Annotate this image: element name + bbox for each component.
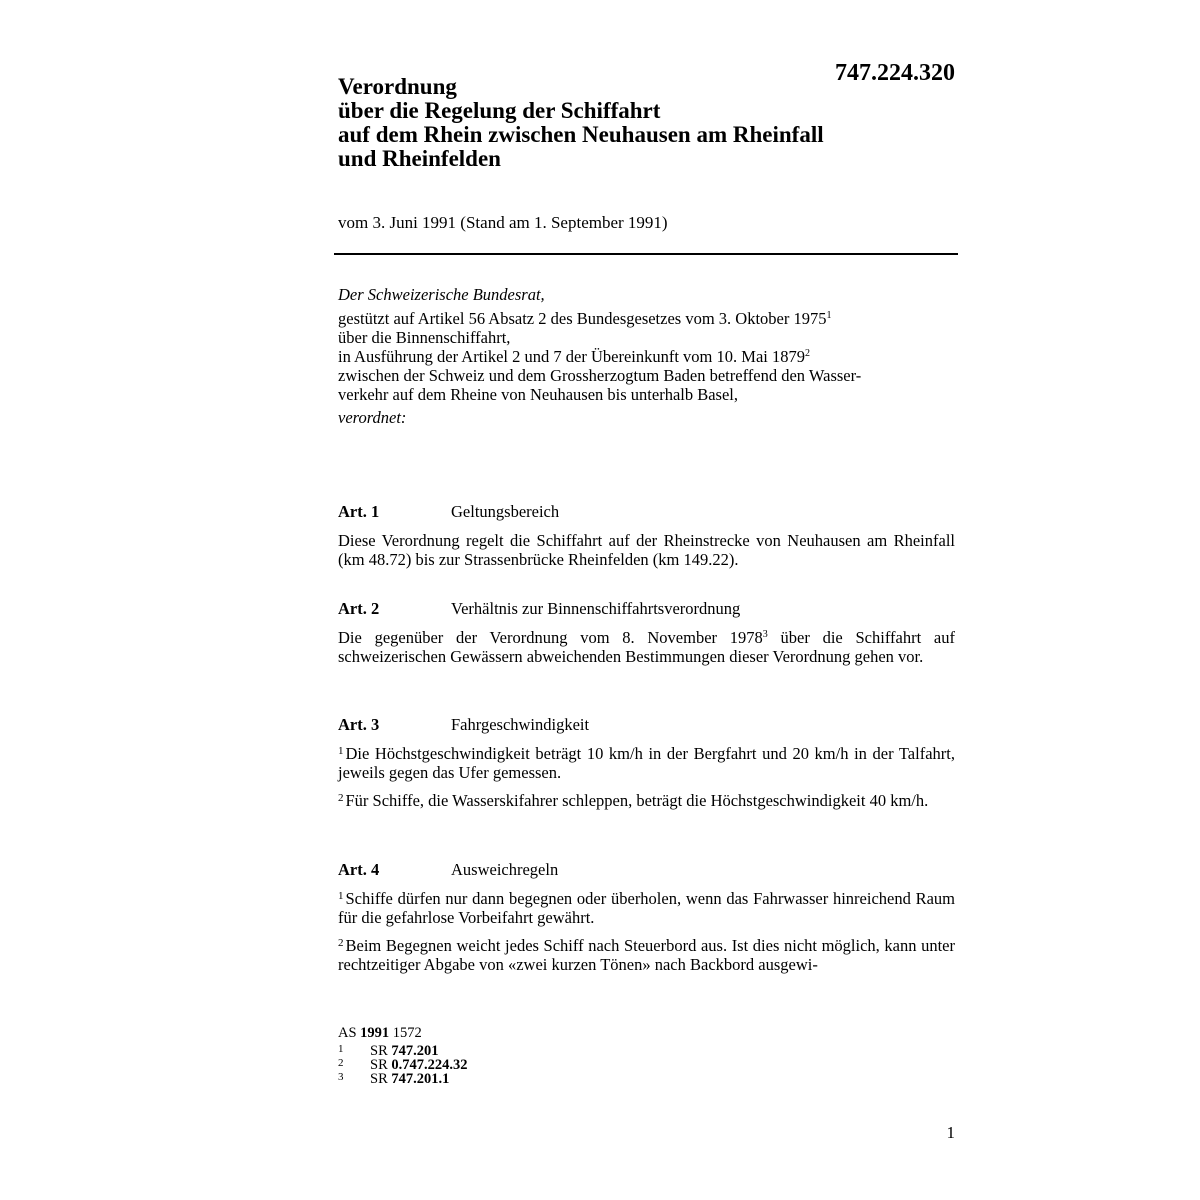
paragraph-text: über die Schiffahrt auf schweizerischen Gewässern abweichenden Bestimmungen dieser Verordnung gehen vor. (338, 628, 955, 666)
footnote-number: 3 (338, 1071, 344, 1083)
paragraph-number: 2 (338, 792, 344, 804)
preamble-line (338, 347, 958, 366)
article-title: Fahrgeschwindigkeit (451, 715, 590, 734)
paragraph-text: Für Schiffe, die Wasserskifahrer schleppen, beträgt die Höchstgeschwindigkeit 40 km/h. (345, 791, 929, 810)
preamble-text: in Ausführung der Artikel 2 und 7 der Übereinkunft vom 10. Mai 1879 (338, 347, 805, 366)
footnotes (338, 1026, 738, 1086)
article-paragraph (338, 744, 955, 782)
page-number: 1 (946, 1123, 955, 1142)
article-1 (338, 502, 955, 578)
footnote-prefix: SR (370, 1043, 392, 1059)
preamble-line (338, 309, 958, 328)
preamble-verordnet: verordnet: (338, 408, 407, 427)
preamble-line: zwischen der Schweiz und dem Grossherzogtum Baden betreffend den Wasser- (338, 366, 862, 385)
paragraph-number: 1 (338, 745, 344, 757)
footnote-item (338, 1058, 738, 1072)
paragraph-text: Schiffe dürfen nur dann begegnen oder überholen, wenn das Fahrwasser hinreichend Raum für die gefahrlose Vorbeifahrt gewährt. (338, 889, 955, 927)
as-page: 1572 (389, 1025, 422, 1041)
article-number: Art. 1 (338, 502, 380, 521)
footnote-prefix: SR (370, 1071, 392, 1087)
footnote-number: 1 (338, 1043, 344, 1055)
article-title: Geltungsbereich (451, 502, 560, 521)
article-paragraph (338, 889, 955, 927)
footnote-prefix: SR (370, 1057, 392, 1073)
article-number: Art. 4 (338, 860, 380, 879)
article-paragraph (338, 791, 955, 810)
footnote-number: 2 (338, 1057, 344, 1069)
paragraph-text: Die Höchstgeschwindigkeit beträgt 10 km/h in der Bergfahrt und 20 km/h in der Talfahrt, jeweils gegen das Ufer gemessen. (338, 744, 955, 782)
footnote-ref[interactable]: 3 (762, 629, 768, 640)
document-title (338, 75, 898, 171)
article-4 (338, 860, 955, 983)
footnote-text[interactable] (370, 1072, 449, 1087)
title-line: und Rheinfelden (338, 146, 501, 171)
article-paragraph (338, 936, 955, 974)
article-heading (338, 599, 955, 618)
footnote-ref-number: 0.747.224.32 (391, 1057, 468, 1073)
date-line: vom 3. Juni 1991 (Stand am 1. September 1991) (338, 213, 668, 232)
as-year: 1991 (360, 1025, 390, 1041)
article-heading (338, 502, 955, 521)
footnote-ref-number: 747.201 (391, 1043, 439, 1059)
preamble-line: über die Binnenschiffahrt, (338, 328, 511, 347)
article-paragraph (338, 628, 955, 666)
footnote-ref[interactable]: 1 (826, 310, 832, 321)
article-title: Ausweichregeln (451, 860, 559, 879)
as-prefix: AS (338, 1025, 361, 1041)
preamble (338, 285, 958, 427)
preamble-line: verkehr auf dem Rheine von Neuhausen bis unterhalb Basel, (338, 385, 739, 404)
footnote-item (338, 1044, 738, 1058)
official-compilation-ref (338, 1026, 738, 1041)
paragraph-number: 1 (338, 890, 344, 902)
article-3 (338, 715, 955, 819)
footnote-ref[interactable]: 2 (804, 348, 810, 359)
footnote-ref-number: 747.201.1 (391, 1071, 450, 1087)
article-heading (338, 715, 955, 734)
article-title: Verhältnis zur Binnenschiffahrtsverordnung (451, 599, 741, 618)
article-paragraph: Diese Verordnung regelt die Schiffahrt auf der Rheinstrecke von Neuhausen am Rheinfall (km 48.72) bis zur Strassenbrücke Rheinfelden (km 149.22). (338, 531, 955, 569)
title-line: Verordnung (338, 74, 457, 99)
article-heading (338, 860, 955, 879)
paragraph-text: Die gegenüber der Verordnung vom 8. November 1978 (338, 628, 763, 647)
title-line: über die Regelung der Schiffahrt (338, 98, 661, 123)
title-line: auf dem Rhein zwischen Neuhausen am Rheinfall (338, 122, 824, 147)
horizontal-rule (334, 253, 958, 255)
article-number: Art. 2 (338, 599, 380, 618)
footnote-item (338, 1072, 738, 1086)
preamble-text: gestützt auf Artikel 56 Absatz 2 des Bundesgesetzes vom 3. Oktober 1975 (338, 309, 827, 328)
paragraph-number: 2 (338, 937, 344, 949)
paragraph-text: Beim Begegnen weicht jedes Schiff nach Steuerbord aus. Ist dies nicht möglich, kann unter rechtzeitiger Abgabe von «zwei kurzen Tönen» nach Backbord ausgewi- (338, 936, 955, 974)
preamble-authority: Der Schweizerische Bundesrat, (338, 285, 545, 304)
sr-number: 747.224.320 (835, 60, 955, 86)
article-2 (338, 599, 955, 675)
article-number: Art. 3 (338, 715, 380, 734)
